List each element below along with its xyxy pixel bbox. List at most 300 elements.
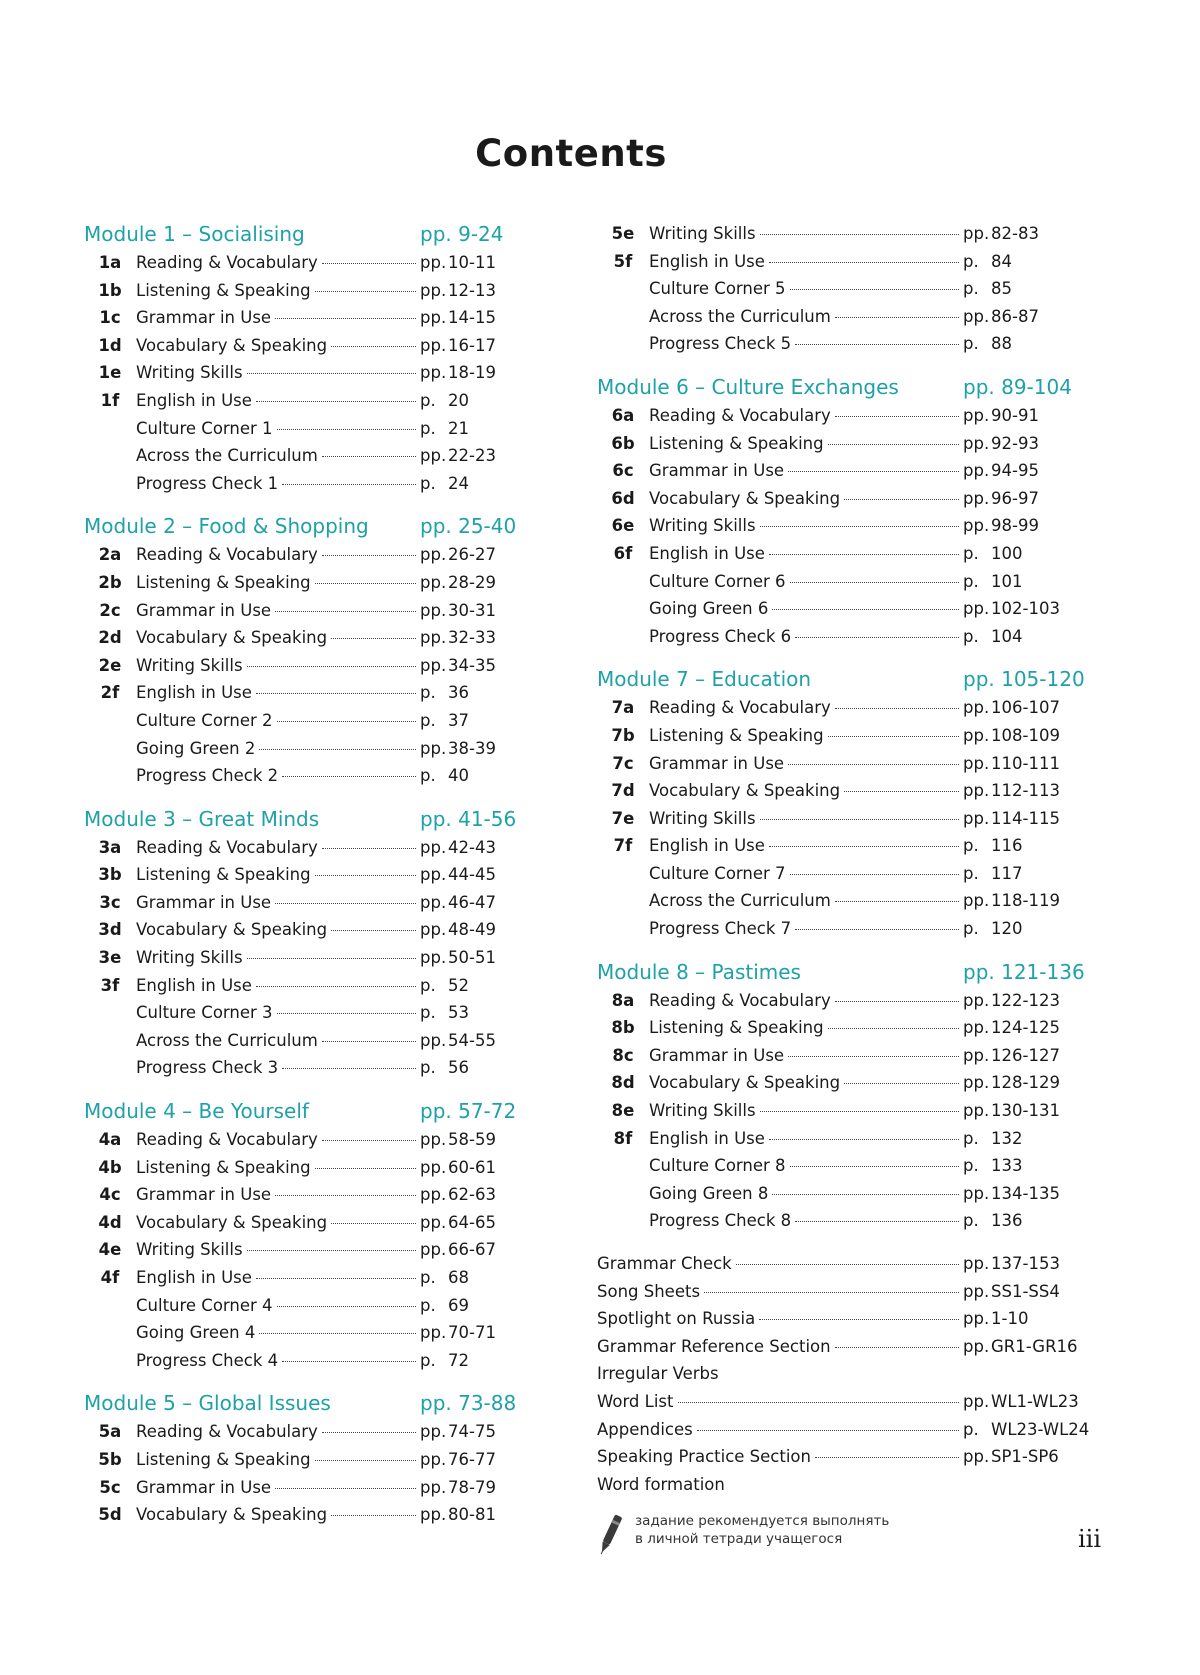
toc-entry bbox=[84, 359, 504, 387]
entry-label: Vocabulary & Speaking bbox=[649, 781, 841, 801]
entry-label: Vocabulary & Speaking bbox=[136, 335, 328, 355]
page-number-value: 48-49 bbox=[448, 920, 496, 940]
page-number-value: 102-103 bbox=[991, 599, 1060, 619]
entry-pages bbox=[963, 595, 1060, 623]
toc-entry bbox=[84, 277, 504, 305]
entry-pages bbox=[420, 916, 504, 944]
entry-code: 1d bbox=[98, 335, 122, 355]
entry-code: 2f bbox=[100, 683, 120, 703]
entry-pages bbox=[420, 1319, 504, 1347]
page-number-value: 94-95 bbox=[991, 461, 1039, 481]
module-heading bbox=[84, 1097, 517, 1126]
toc-entry bbox=[84, 762, 504, 790]
page-number-value: 78-79 bbox=[448, 1477, 496, 1497]
dot-leader bbox=[331, 1515, 416, 1516]
page-prefix: pp. bbox=[963, 990, 990, 1010]
dot-leader bbox=[331, 346, 416, 347]
page-number-value: 104 bbox=[991, 626, 1023, 646]
entry-pages bbox=[420, 652, 504, 680]
dot-leader bbox=[769, 846, 959, 847]
entry-label: Writing Skills bbox=[649, 1101, 756, 1121]
toc-entry bbox=[84, 541, 504, 569]
page-prefix: pp. bbox=[963, 1309, 990, 1329]
toc-entry bbox=[84, 569, 504, 597]
entry-pages bbox=[963, 402, 1057, 430]
toc-entry bbox=[597, 430, 1057, 458]
module-heading bbox=[597, 958, 1085, 987]
entry-label: Across the Curriculum bbox=[136, 446, 318, 466]
entry-pages bbox=[420, 707, 504, 735]
page-number-value: 14-15 bbox=[448, 308, 496, 328]
dot-leader bbox=[256, 401, 416, 402]
entry-code: 2b bbox=[98, 572, 122, 592]
entry-pages bbox=[963, 915, 1057, 943]
page-number-value: 84 bbox=[991, 251, 1012, 271]
toc-entry bbox=[84, 889, 504, 917]
dot-leader bbox=[256, 986, 416, 987]
dot-leader bbox=[769, 554, 959, 555]
dot-leader bbox=[282, 776, 416, 777]
entry-pages bbox=[420, 541, 504, 569]
toc-entry bbox=[597, 1014, 1060, 1042]
entry-label: Grammar in Use bbox=[136, 892, 272, 912]
page-number-value: 133 bbox=[991, 1156, 1023, 1176]
entry-code: 5f bbox=[613, 251, 633, 271]
page-prefix: pp. bbox=[420, 446, 447, 466]
dot-leader bbox=[315, 875, 416, 876]
entry-label: Going Green 4 bbox=[136, 1323, 256, 1343]
page-prefix: pp. bbox=[420, 1185, 447, 1205]
dot-leader bbox=[315, 1168, 416, 1169]
entry-pages bbox=[420, 944, 504, 972]
dot-leader bbox=[247, 373, 416, 374]
page-number-value: 34-35 bbox=[448, 655, 496, 675]
entry-pages bbox=[963, 987, 1060, 1015]
page-number-value: 32-33 bbox=[448, 628, 496, 648]
entry-label: Word List bbox=[597, 1391, 674, 1411]
dot-leader bbox=[828, 444, 959, 445]
entry-code: 2e bbox=[98, 655, 122, 675]
module-title: Module 8 – Pastimes bbox=[597, 959, 801, 984]
entry-label: Grammar in Use bbox=[649, 1045, 785, 1065]
page-number-value: 30-31 bbox=[448, 600, 496, 620]
entry-label: Speaking Practice Section bbox=[597, 1447, 811, 1467]
entry-label: Culture Corner 4 bbox=[136, 1295, 273, 1315]
toc-entry bbox=[84, 624, 504, 652]
module-block bbox=[84, 805, 517, 1082]
toc-entry bbox=[597, 303, 1057, 331]
entry-label: Progress Check 8 bbox=[649, 1211, 792, 1231]
page-prefix: p. bbox=[963, 836, 979, 856]
module-block bbox=[84, 1097, 517, 1374]
note-line-2: в личной тетради учащегося bbox=[635, 1531, 843, 1548]
entry-pages bbox=[963, 1250, 1060, 1278]
module-title: Module 3 – Great Minds bbox=[84, 806, 320, 831]
page-prefix: pp. bbox=[963, 698, 990, 718]
entry-label: Listening & Speaking bbox=[649, 725, 824, 745]
toc-entry bbox=[597, 694, 1060, 722]
dot-leader bbox=[697, 1430, 959, 1431]
misc-entry bbox=[597, 1360, 1057, 1388]
toc-entry bbox=[84, 1501, 504, 1529]
dot-leader bbox=[788, 471, 959, 472]
entry-code: 8a bbox=[611, 990, 635, 1010]
toc-entry bbox=[597, 987, 1060, 1015]
page-number-value: 70-71 bbox=[448, 1323, 496, 1343]
entry-label: Reading & Vocabulary bbox=[136, 253, 318, 272]
entry-pages bbox=[420, 861, 504, 889]
page-number-value: 114-115 bbox=[991, 808, 1060, 828]
entry-pages bbox=[420, 834, 504, 862]
entry-pages bbox=[420, 249, 504, 277]
module-title: Module 5 – Global Issues bbox=[84, 1391, 331, 1416]
page-number-value: 82-83 bbox=[991, 224, 1039, 243]
dot-leader bbox=[759, 1319, 959, 1320]
dot-leader bbox=[790, 1166, 959, 1167]
dot-leader bbox=[760, 234, 959, 235]
toc-entry bbox=[84, 1418, 504, 1446]
page-number: iii bbox=[1078, 1525, 1102, 1553]
page-number-value: 16-17 bbox=[448, 335, 496, 355]
page-prefix: pp. bbox=[963, 433, 990, 453]
toc-entry bbox=[84, 1181, 504, 1209]
page-number-value: 42-43 bbox=[448, 837, 496, 857]
toc-entry bbox=[597, 1152, 1057, 1180]
entry-pages bbox=[420, 415, 504, 443]
dot-leader bbox=[790, 874, 959, 875]
dot-leader bbox=[835, 708, 959, 709]
entry-label: Vocabulary & Speaking bbox=[649, 488, 841, 508]
pen-icon bbox=[597, 1512, 623, 1558]
page-number-value: 26-27 bbox=[448, 545, 496, 565]
page-number-value: GR1-GR16 bbox=[991, 1336, 1078, 1356]
page-number-value: 38-39 bbox=[448, 738, 496, 758]
note-line-1: задание рекомендуется выполнять bbox=[635, 1513, 890, 1530]
entry-pages bbox=[420, 277, 504, 305]
page-prefix: pp. bbox=[963, 753, 990, 773]
page-prefix: p. bbox=[963, 251, 979, 271]
toc-entry bbox=[84, 470, 504, 498]
toc-entry bbox=[84, 834, 504, 862]
entry-label: Reading & Vocabulary bbox=[649, 698, 831, 718]
dot-leader bbox=[828, 1028, 959, 1029]
entry-pages bbox=[963, 568, 1057, 596]
dot-leader bbox=[275, 1488, 416, 1489]
misc-entry bbox=[597, 1388, 1079, 1416]
page-prefix: p. bbox=[963, 543, 979, 563]
toc-entry bbox=[597, 540, 1057, 568]
entry-pages bbox=[963, 1069, 1060, 1097]
toc-entry bbox=[84, 1126, 504, 1154]
page-number-value: 122-123 bbox=[991, 990, 1060, 1010]
toc-entry bbox=[597, 1180, 1060, 1208]
page-prefix: p. bbox=[963, 571, 979, 591]
dot-leader bbox=[247, 1250, 416, 1251]
entry-label: Listening & Speaking bbox=[136, 1157, 311, 1177]
entry-pages bbox=[420, 624, 504, 652]
entry-code: 7c bbox=[612, 753, 634, 773]
entry-label: Spotlight on Russia bbox=[597, 1309, 756, 1329]
module-pages: pp. 73-88 bbox=[420, 1391, 517, 1416]
entry-code: 8b bbox=[611, 1018, 635, 1038]
entry-pages bbox=[420, 569, 504, 597]
toc-entry bbox=[597, 1069, 1060, 1097]
page-prefix: pp. bbox=[420, 1240, 447, 1260]
toc-entry bbox=[84, 1027, 504, 1055]
toc-entry bbox=[84, 972, 504, 1000]
page-prefix: p. bbox=[963, 1419, 979, 1439]
page-prefix: p. bbox=[420, 683, 436, 703]
entry-label: Irregular Verbs bbox=[597, 1364, 719, 1384]
page-prefix: pp. bbox=[963, 725, 990, 745]
page-prefix: pp. bbox=[963, 891, 990, 911]
toc-entry bbox=[597, 568, 1057, 596]
toc-entry bbox=[597, 1125, 1057, 1153]
entry-pages bbox=[420, 1181, 504, 1209]
entry-pages bbox=[963, 1180, 1060, 1208]
page-prefix: pp. bbox=[420, 1449, 447, 1469]
page-prefix: pp. bbox=[420, 892, 447, 912]
entry-code: 2a bbox=[98, 545, 122, 565]
entry-pages bbox=[963, 1278, 1060, 1306]
page-number-value: SP1-SP6 bbox=[991, 1447, 1059, 1467]
page-prefix: p. bbox=[420, 1268, 436, 1287]
module-title: Module 1 – Socialising bbox=[84, 222, 305, 246]
entry-pages bbox=[420, 1236, 504, 1264]
entry-pages bbox=[963, 887, 1060, 915]
toc-entry bbox=[597, 623, 1057, 651]
page-number-value: 69 bbox=[448, 1295, 469, 1315]
dot-leader bbox=[788, 764, 959, 765]
dot-leader bbox=[331, 930, 416, 931]
page-number-value: 74-75 bbox=[448, 1422, 496, 1442]
entry-label: Reading & Vocabulary bbox=[136, 1130, 318, 1150]
toc-entry bbox=[84, 1209, 504, 1237]
toc-entry bbox=[597, 248, 1057, 276]
entry-label: Listening & Speaking bbox=[136, 572, 311, 592]
dot-leader bbox=[769, 262, 959, 263]
page-number-value: 72 bbox=[448, 1350, 469, 1370]
entry-label: Vocabulary & Speaking bbox=[136, 1505, 328, 1525]
page-number-value: 80-81 bbox=[448, 1505, 496, 1525]
entry-label: Listening & Speaking bbox=[136, 1449, 311, 1469]
entry-code: 7a bbox=[611, 698, 635, 718]
entry-pages bbox=[420, 762, 504, 790]
page-number-value: 106-107 bbox=[991, 698, 1060, 718]
entry-code: 5d bbox=[98, 1505, 122, 1525]
entry-label: Progress Check 7 bbox=[649, 919, 792, 939]
page-prefix: pp. bbox=[420, 837, 447, 857]
entry-code: 4f bbox=[100, 1268, 120, 1287]
dot-leader bbox=[275, 903, 416, 904]
page-prefix: p. bbox=[963, 1156, 979, 1176]
page-prefix: pp. bbox=[420, 655, 447, 675]
page-prefix: pp. bbox=[420, 1505, 447, 1525]
page-number-value: 18-19 bbox=[448, 363, 496, 383]
misc-entry bbox=[597, 1333, 1078, 1361]
page-number-value: 101 bbox=[991, 571, 1023, 591]
entry-pages bbox=[963, 694, 1060, 722]
page-prefix: p. bbox=[963, 919, 979, 939]
toc-entry bbox=[84, 332, 504, 360]
page-number-value: 110-111 bbox=[991, 753, 1060, 773]
toc-entry bbox=[597, 485, 1057, 513]
toc-entry bbox=[84, 999, 504, 1027]
dot-leader bbox=[275, 1195, 416, 1196]
entry-pages bbox=[420, 1264, 504, 1292]
module-block bbox=[84, 220, 504, 497]
entry-code: 3b bbox=[98, 865, 122, 885]
entry-code: 3c bbox=[99, 892, 121, 912]
module-pages: pp. 105-120 bbox=[963, 667, 1085, 692]
page-number-value: 52 bbox=[448, 975, 469, 995]
page-number-value: 134-135 bbox=[991, 1183, 1060, 1203]
page-number-value: 100 bbox=[991, 543, 1023, 563]
entry-pages bbox=[420, 735, 504, 763]
entry-code: 6d bbox=[611, 488, 635, 508]
page-number-value: 136 bbox=[991, 1211, 1023, 1231]
entry-code: 4d bbox=[98, 1212, 122, 1232]
entry-code: 8d bbox=[611, 1073, 635, 1093]
entry-code: 3f bbox=[100, 975, 120, 995]
dot-leader bbox=[736, 1264, 959, 1265]
page-prefix: pp. bbox=[963, 1183, 990, 1203]
dot-leader bbox=[275, 318, 416, 319]
toc-entry bbox=[84, 1054, 504, 1082]
page-prefix: p. bbox=[420, 1003, 436, 1023]
dot-leader bbox=[788, 1056, 959, 1057]
entry-label: Listening & Speaking bbox=[649, 1018, 824, 1038]
entry-pages bbox=[963, 1097, 1060, 1125]
entry-pages bbox=[963, 303, 1057, 331]
page-number-value: 62-63 bbox=[448, 1185, 496, 1205]
entry-pages bbox=[420, 387, 504, 415]
dot-leader bbox=[282, 1068, 416, 1069]
entry-pages bbox=[963, 1443, 1057, 1471]
entry-code: 8f bbox=[613, 1128, 633, 1148]
page-prefix: pp. bbox=[963, 1254, 990, 1273]
page-prefix: p. bbox=[420, 1295, 436, 1315]
page-prefix: pp. bbox=[420, 280, 447, 300]
entry-label: Grammar in Use bbox=[136, 1477, 272, 1497]
entry-label: Progress Check 2 bbox=[136, 766, 279, 786]
entry-label: Grammar Check bbox=[597, 1254, 732, 1273]
entry-label: Reading & Vocabulary bbox=[136, 1422, 318, 1442]
entry-label: English in Use bbox=[136, 390, 252, 410]
entry-pages bbox=[420, 1474, 504, 1502]
page-number-value: 120 bbox=[991, 919, 1023, 939]
page-prefix: pp. bbox=[963, 516, 990, 536]
page-prefix: pp. bbox=[420, 738, 447, 758]
dot-leader bbox=[795, 1221, 959, 1222]
entry-pages bbox=[420, 1501, 504, 1529]
toc-entry bbox=[84, 249, 504, 277]
page-prefix: pp. bbox=[963, 224, 990, 243]
page-number-value: 112-113 bbox=[991, 781, 1060, 801]
toc-entry bbox=[84, 597, 504, 625]
page-prefix: pp. bbox=[420, 1030, 447, 1050]
page-number-value: WL23-WL24 bbox=[991, 1419, 1090, 1439]
dot-leader bbox=[277, 721, 416, 722]
page-prefix: pp. bbox=[963, 461, 990, 481]
page-number-value: 44-45 bbox=[448, 865, 496, 885]
page-prefix: pp. bbox=[420, 1477, 447, 1497]
module-title: Module 7 – Education bbox=[597, 667, 812, 692]
entry-code: 4b bbox=[98, 1157, 122, 1177]
page-number-value: 85 bbox=[991, 279, 1012, 299]
dot-leader bbox=[790, 582, 959, 583]
page-prefix: pp. bbox=[420, 948, 447, 968]
page-number-value: 10-11 bbox=[448, 253, 496, 272]
misc-entry bbox=[597, 1471, 1057, 1499]
module-heading bbox=[84, 220, 504, 249]
module-heading bbox=[597, 373, 1072, 402]
entry-pages bbox=[420, 1209, 504, 1237]
entry-pages bbox=[420, 1418, 504, 1446]
entry-code: 5e bbox=[611, 224, 635, 243]
entry-pages bbox=[963, 860, 1057, 888]
page-prefix: pp. bbox=[963, 1045, 990, 1065]
module-5-continuation bbox=[597, 220, 1057, 358]
toc-entry bbox=[84, 1347, 504, 1375]
entry-label: Going Green 2 bbox=[136, 738, 256, 758]
toc-entry bbox=[597, 402, 1057, 430]
toc-entry bbox=[84, 1264, 504, 1292]
dot-leader bbox=[331, 638, 416, 639]
toc-entry bbox=[84, 415, 504, 443]
dot-leader bbox=[322, 1140, 416, 1141]
dot-leader bbox=[282, 1361, 416, 1362]
entry-label: Going Green 8 bbox=[649, 1183, 769, 1203]
entry-code: 3e bbox=[98, 948, 122, 968]
page-number-value: 68 bbox=[448, 1268, 469, 1287]
entry-pages bbox=[420, 304, 504, 332]
entry-label: Writing Skills bbox=[649, 224, 756, 243]
dot-leader bbox=[259, 1333, 416, 1334]
workbook-note bbox=[597, 1512, 1057, 1558]
module-heading bbox=[597, 665, 1085, 694]
entry-label: Culture Corner 2 bbox=[136, 710, 273, 730]
toc-entry bbox=[84, 1474, 504, 1502]
dot-leader bbox=[835, 901, 959, 902]
entry-label: Vocabulary & Speaking bbox=[136, 1212, 328, 1232]
page-number-value: 96-97 bbox=[991, 488, 1039, 508]
page-prefix: p. bbox=[420, 766, 436, 786]
page-prefix: p. bbox=[420, 1350, 436, 1370]
page-prefix: pp. bbox=[420, 920, 447, 940]
page-prefix: pp. bbox=[963, 488, 990, 508]
dot-leader bbox=[769, 1139, 959, 1140]
dot-leader bbox=[828, 736, 959, 737]
entry-pages bbox=[963, 1042, 1060, 1070]
entry-label: English in Use bbox=[649, 836, 765, 856]
page-number-value: 56 bbox=[448, 1058, 469, 1078]
page-prefix: p. bbox=[963, 626, 979, 646]
entry-code: 8c bbox=[612, 1045, 634, 1065]
module-heading bbox=[84, 1389, 517, 1418]
page-prefix: pp. bbox=[420, 865, 447, 885]
page-prefix: pp. bbox=[420, 1157, 447, 1177]
misc-entry bbox=[597, 1250, 1060, 1278]
dot-leader bbox=[844, 791, 959, 792]
entry-code: 1a bbox=[98, 253, 122, 272]
entry-code: 3a bbox=[98, 837, 122, 857]
page-prefix: p. bbox=[963, 1211, 979, 1231]
entry-label: Culture Corner 1 bbox=[136, 418, 273, 438]
entry-pages bbox=[420, 889, 504, 917]
misc-entry bbox=[597, 1443, 1057, 1471]
entry-pages bbox=[963, 1014, 1060, 1042]
